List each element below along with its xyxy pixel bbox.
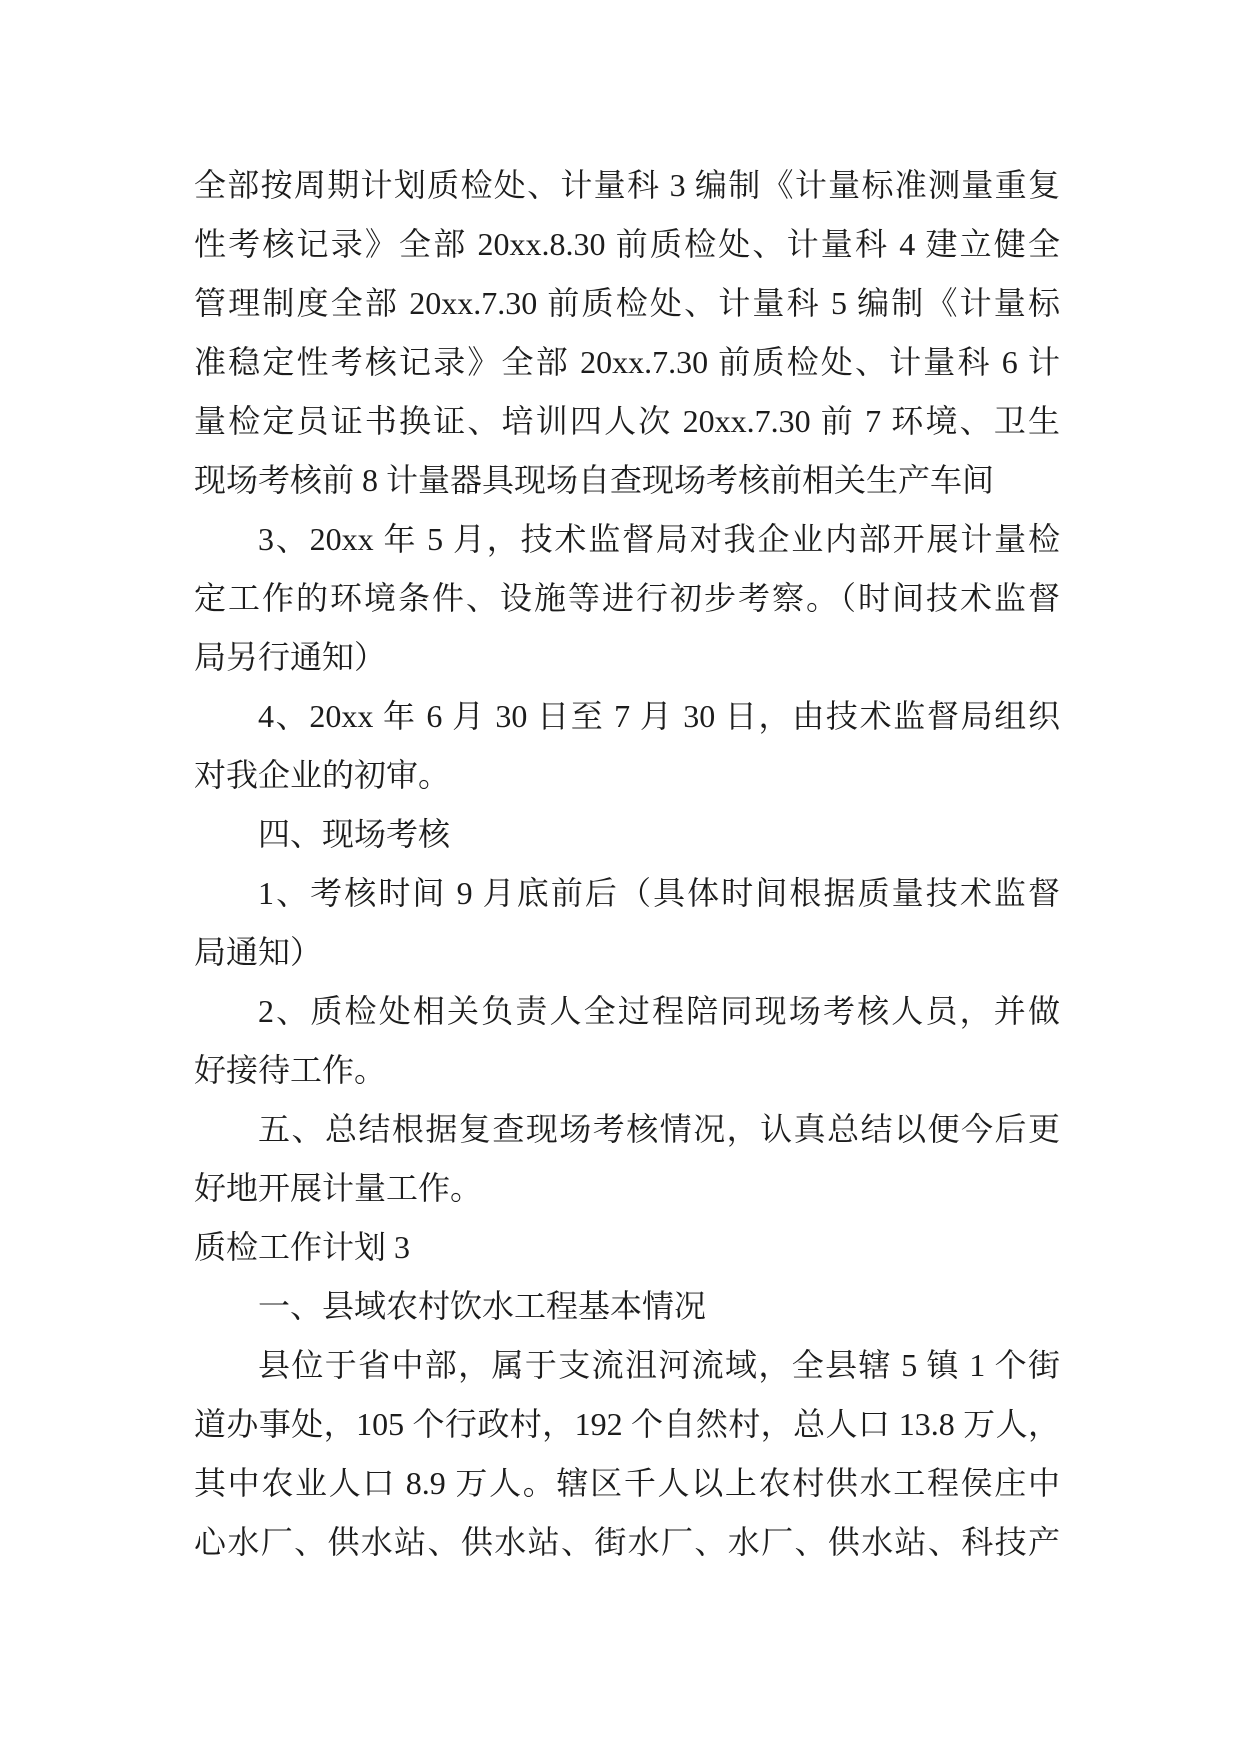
text-line: 3、20xx 年 5 月，技术监督局对我企业内部开展计量检 bbox=[258, 521, 1060, 557]
text-line: 好接待工作。 bbox=[194, 1052, 387, 1088]
text-line: 1、考核时间 9 月底前后（具体时间根据质量技术监督 bbox=[258, 875, 1060, 911]
text-line: 县位于省中部，属于支流沮河流域，全县辖 5 镇 1 个街 bbox=[258, 1347, 1060, 1383]
document-body bbox=[194, 156, 1060, 1572]
text-line: 全部按周期计划质检处、计量科 3 编制《计量标准测量重复 bbox=[194, 167, 1060, 203]
text-line: 道办事处，105 个行政村，192 个自然村，总人口 13.8 万人， bbox=[194, 1406, 1060, 1442]
section-heading: 质检工作计划 3 bbox=[194, 1229, 411, 1265]
text-line: 五、总结根据复查现场考核情况，认真总结以便今后更 bbox=[258, 1111, 1060, 1147]
text-line: 现场考核前 8 计量器具现场自查现场考核前相关生产车间 bbox=[194, 462, 995, 498]
text-line: 心水厂、供水站、供水站、街水厂、水厂、供水站、科技产 bbox=[194, 1524, 1060, 1560]
paragraph-item-4 bbox=[194, 687, 1060, 805]
text-line: 量检定员证书换证、培训四人次 20xx.7.30 前 7 环境、卫生 bbox=[194, 403, 1060, 439]
section-title-rural-water bbox=[194, 1277, 1060, 1336]
text-line: 定工作的环境条件、设施等进行初步考察。（时间技术监督 bbox=[194, 580, 1060, 616]
text-line: 2、质检处相关负责人全过程陪同现场考核人员，并做 bbox=[258, 993, 1060, 1029]
paragraph-county-overview bbox=[194, 1336, 1060, 1572]
text-line: 局通知） bbox=[194, 934, 323, 970]
text-line: 性考核记录》全部 20xx.8.30 前质检处、计量科 4 建立健全 bbox=[194, 226, 1060, 262]
text-line: 准稳定性考核记录》全部 20xx.7.30 前质检处、计量科 6 计 bbox=[194, 344, 1060, 380]
paragraph-item-3 bbox=[194, 510, 1060, 687]
paragraph-summary bbox=[194, 1100, 1060, 1218]
section-title-onsite-assessment bbox=[194, 805, 1060, 864]
section-title: 一、县域农村饮水工程基本情况 bbox=[258, 1288, 707, 1324]
paragraph-continuation bbox=[194, 156, 1060, 510]
paragraph-item-1 bbox=[194, 864, 1060, 982]
section-title: 四、现场考核 bbox=[258, 816, 451, 852]
paragraph-item-2 bbox=[194, 982, 1060, 1100]
text-line: 好地开展计量工作。 bbox=[194, 1170, 483, 1206]
text-line: 其中农业人口 8.9 万人。辖区千人以上农村供水工程侯庄中 bbox=[194, 1465, 1060, 1501]
text-line: 局另行通知） bbox=[194, 639, 387, 675]
text-line: 4、20xx 年 6 月 30 日至 7 月 30 日，由技术监督局组织 bbox=[258, 698, 1060, 734]
text-line: 管理制度全部 20xx.7.30 前质检处、计量科 5 编制《计量标 bbox=[194, 285, 1060, 321]
text-line: 对我企业的初审。 bbox=[194, 757, 451, 793]
document-heading bbox=[194, 1218, 1060, 1277]
